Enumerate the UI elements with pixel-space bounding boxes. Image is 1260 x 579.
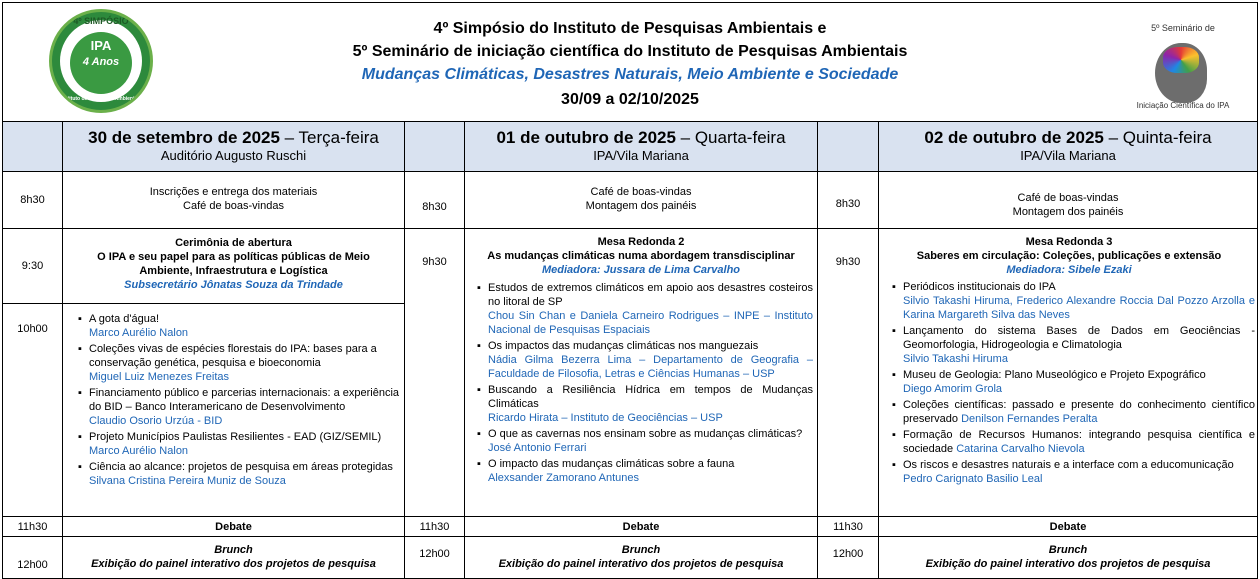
- colorful-brain-icon: [1163, 47, 1199, 73]
- time-slot: 11h30: [3, 517, 63, 537]
- day-date: 30 de setembro de 2025: [88, 128, 280, 147]
- talk-speaker: Silvio Takashi Hiruma, Frederico Alexandre Roccia Dal Pozzo Arzolla e Karina Margareth Silva das Neves: [903, 295, 1255, 321]
- talk-item: [903, 324, 1255, 366]
- talk-item: [903, 428, 1255, 456]
- talk-speaker: Pedro Carignato Basilio Leal: [903, 473, 1043, 485]
- day-header-2: [465, 122, 818, 172]
- talk-item: [903, 458, 1255, 486]
- talk-item: [903, 368, 1255, 396]
- session-line: Montagem dos painéis: [1012, 206, 1124, 218]
- talks-list-day1: [63, 304, 405, 517]
- talk-title: ▪ Periódicos institucionais do IPA: [903, 281, 1056, 293]
- day-weekday: – Quarta-feira: [675, 128, 786, 147]
- event-header: [2, 2, 1258, 122]
- talk-item: [89, 386, 400, 428]
- logo-sub-text: 4 Anos: [82, 56, 120, 68]
- debate-cell: Debate: [879, 517, 1258, 537]
- brunch-cell: [465, 537, 818, 579]
- round-table-3: [879, 229, 1258, 517]
- talk-item: [89, 312, 400, 340]
- logo-top-text: 4º SIMPÓSIO: [73, 16, 129, 26]
- day-place: IPA/Vila Mariana: [593, 148, 689, 163]
- seminario-logo-bottom: Iniciação Científica do IPA: [1136, 101, 1230, 110]
- talk-title: Coleções científicas: passado e presente do conhecimento científico preservado: [903, 399, 1255, 425]
- talk-speaker: José Antonio Ferrari: [488, 442, 587, 454]
- brunch-subtitle: Exibição do painel interativo dos projetos de pesquisa: [925, 558, 1211, 570]
- talk-item: [488, 427, 813, 455]
- talk-item: [488, 339, 813, 381]
- session-registration: [63, 172, 405, 229]
- time-slot: 8h30: [405, 172, 465, 229]
- date-range: 30/09 a 02/10/2025: [561, 91, 699, 108]
- logo-ring-text: Instituto de Pesquisas Ambientais: [60, 96, 142, 102]
- session-line: Montagem dos painéis: [585, 200, 697, 212]
- title-line-1: 4º Simpósio do Instituto de Pesquisas Ambientais e: [433, 20, 827, 37]
- talk-title: ▪ Os impactos das mudanças climáticas nos manguezais: [488, 340, 759, 352]
- talk-speaker: Diego Amorim Grola: [903, 383, 1003, 395]
- day-date: 02 de outubro de 2025: [924, 128, 1104, 147]
- seminario-logo-top: 5º Seminário de: [1151, 23, 1215, 33]
- title-line-2: 5º Seminário de iniciação científica do Instituto de Pesquisas Ambientais: [352, 43, 908, 60]
- talk-speaker: Alexsander Zamorano Antunes: [488, 472, 640, 484]
- time-header-blank-3: [818, 122, 879, 172]
- round-table-subtitle: As mudanças climáticas numa abordagem transdisciplinar: [487, 250, 795, 262]
- round-table-subtitle: Saberes em circulação: Coleções, publicações e extensão: [916, 250, 1222, 262]
- talk-title: ▪ Projeto Municípios Paulistas Resilientes - EAD (GIZ/SEMIL): [89, 431, 382, 443]
- day-place: Auditório Augusto Ruschi: [160, 148, 307, 163]
- talk-item: [488, 281, 813, 337]
- time-slot: [3, 537, 63, 579]
- talk-speaker: Ricardo Hirata – Instituto de Geociências – USP: [488, 412, 723, 424]
- talk-item: [89, 430, 400, 458]
- talk-speaker: Marco Aurélio Nalon: [89, 445, 189, 457]
- talk-title: ▪ Estudos de extremos climáticos em apoio aos desastres costeiros no litoral de SP: [488, 282, 813, 308]
- session-line: Café de boas-vindas: [1017, 192, 1119, 204]
- time-slot: 9:30: [3, 229, 63, 304]
- talk-title: ▪ O que as cavernas nos ensinam sobre as mudanças climáticas?: [488, 428, 803, 440]
- time-label: 9h30: [835, 256, 861, 268]
- talk-speaker: Claudio Osorio Urzúa - BID: [89, 415, 223, 427]
- talk-speaker: Silvio Takashi Hiruma: [903, 353, 1008, 365]
- brunch-cell: [63, 537, 405, 579]
- time-label: 12h00: [419, 547, 450, 560]
- session-line: Café de boas-vindas: [183, 200, 284, 212]
- day-date: 01 de outubro de 2025: [496, 128, 676, 147]
- brunch-subtitle: Exibição do painel interativo dos projetos de pesquisa: [91, 558, 376, 570]
- talk-item: [488, 383, 813, 425]
- time-slot: 8h30: [818, 172, 879, 229]
- talk-title: ▪ Museu de Geologia: Plano Museológico e Projeto Expográfico: [903, 369, 1206, 381]
- round-table-mediator: Mediadora: Jussara de Lima Carvalho: [541, 264, 741, 276]
- talk-title: ▪ Ciência ao alcance: projetos de pesquisa em áreas protegidas: [89, 461, 393, 473]
- theme-line: Mudanças Climáticas, Desastres Naturais, Meio Ambiente e Sociedade: [361, 66, 899, 83]
- time-label: 10h00: [17, 323, 48, 335]
- time-slot: [405, 229, 465, 517]
- day-weekday: – Quinta-feira: [1103, 128, 1212, 147]
- day-header-3: [879, 122, 1258, 172]
- talk-title: ▪ Os riscos e desastres naturais e a interface com a educomunicação: [903, 459, 1234, 471]
- round-table-title: Mesa Redonda 3: [1025, 236, 1113, 248]
- time-slot: [3, 304, 63, 517]
- session-opening: [63, 229, 405, 304]
- time-label: 12h00: [832, 547, 864, 560]
- time-slot: [818, 537, 879, 579]
- talk-item: [903, 280, 1255, 322]
- session-line: Café de boas-vindas: [590, 186, 692, 198]
- talk-item: [89, 342, 400, 384]
- round-table-title: Mesa Redonda 2: [597, 236, 685, 248]
- talk-title: Formação de Recursos Humanos: integrando pesquisa científica e sociedade: [903, 429, 1255, 455]
- time-label: 9h30: [422, 256, 447, 268]
- talk-title: ▪ Coleções vivas de espécies florestais do IPA: bases para a conservação genética, pesquisa e bioeconomia: [89, 343, 377, 369]
- logo-main-text: IPA: [90, 38, 112, 53]
- session-welcome: [879, 172, 1258, 229]
- talk-speaker: Marco Aurélio Nalon: [89, 327, 189, 339]
- day-place: IPA/Vila Mariana: [1020, 148, 1116, 163]
- talk-item: [89, 460, 400, 488]
- time-slot: [405, 537, 465, 579]
- brunch-title: Brunch: [1048, 544, 1088, 556]
- session-welcome: [465, 172, 818, 229]
- logo-core: [70, 32, 132, 94]
- brunch-title: Brunch: [621, 544, 661, 556]
- round-table-2: [465, 229, 818, 517]
- talk-item: [488, 457, 813, 485]
- day-weekday: – Terça-feira: [279, 128, 379, 147]
- talk-speaker: Catarina Carvalho Nievola: [956, 443, 1085, 455]
- round-table-mediator: Mediadora: Sibele Ezaki: [1006, 264, 1132, 276]
- time-label: 12h00: [17, 558, 48, 571]
- time-slot: 11h30: [818, 517, 879, 537]
- talk-speaker: Chou Sin Chan e Daniela Carneiro Rodrigues – INPE – Instituto Nacional de Pesquisas Espaciais: [488, 310, 813, 336]
- brunch-cell: [879, 537, 1258, 579]
- brunch-subtitle: Exibição do painel interativo dos projetos de pesquisa: [498, 558, 784, 570]
- talk-title: ▪ Buscando a Resiliência Hídrica em tempos de Mudanças Climáticas: [488, 384, 813, 410]
- session-subtitle: O IPA e seu papel para as políticas públicas de Meio Ambiente, Infraestrutura e Logística: [97, 251, 370, 277]
- time-header-blank-1: [3, 122, 63, 172]
- talk-item: [903, 398, 1255, 426]
- debate-cell: Debate: [63, 517, 405, 537]
- talk-title: ▪ A gota d'água!: [89, 313, 159, 325]
- talk-speaker: Nádia Gilma Bezerra Lima – Departamento de Geografia – Faculdade de Filosofia, Letras e Ciências Humanas – USP: [488, 354, 813, 380]
- session-speaker: Subsecretário Jônatas Souza da Trindade: [124, 279, 343, 291]
- talk-title: ▪ Lançamento do sistema Bases de Dados em Geociências - Geomorfologia, Hidrogeologia e Climatologia: [903, 325, 1255, 351]
- day-header-1: [63, 122, 405, 172]
- session-title: Cerimônia de abertura: [175, 237, 292, 249]
- talk-title: ▪ O impacto das mudanças climáticas sobre a fauna: [488, 458, 735, 470]
- talk-speaker: Silvana Cristina Pereira Muniz de Souza: [89, 475, 286, 487]
- seminario-logo: [1125, 17, 1241, 117]
- talk-speaker: Denilson Fernandes Peralta: [961, 413, 1098, 425]
- time-slot: 11h30: [405, 517, 465, 537]
- time-slot: [818, 229, 879, 517]
- talk-speaker: Miguel Luiz Menezes Freitas: [89, 371, 230, 383]
- brunch-title: Brunch: [214, 544, 253, 556]
- debate-cell: Debate: [465, 517, 818, 537]
- talk-title: ▪ Financiamento público e parcerias internacionais: a experiência do BID – Banco Interamericano de Desenvolvimento: [89, 387, 400, 413]
- time-header-blank-2: [405, 122, 465, 172]
- time-slot: 8h30: [3, 172, 63, 229]
- session-line: Inscrições e entrega dos materiais: [149, 186, 318, 198]
